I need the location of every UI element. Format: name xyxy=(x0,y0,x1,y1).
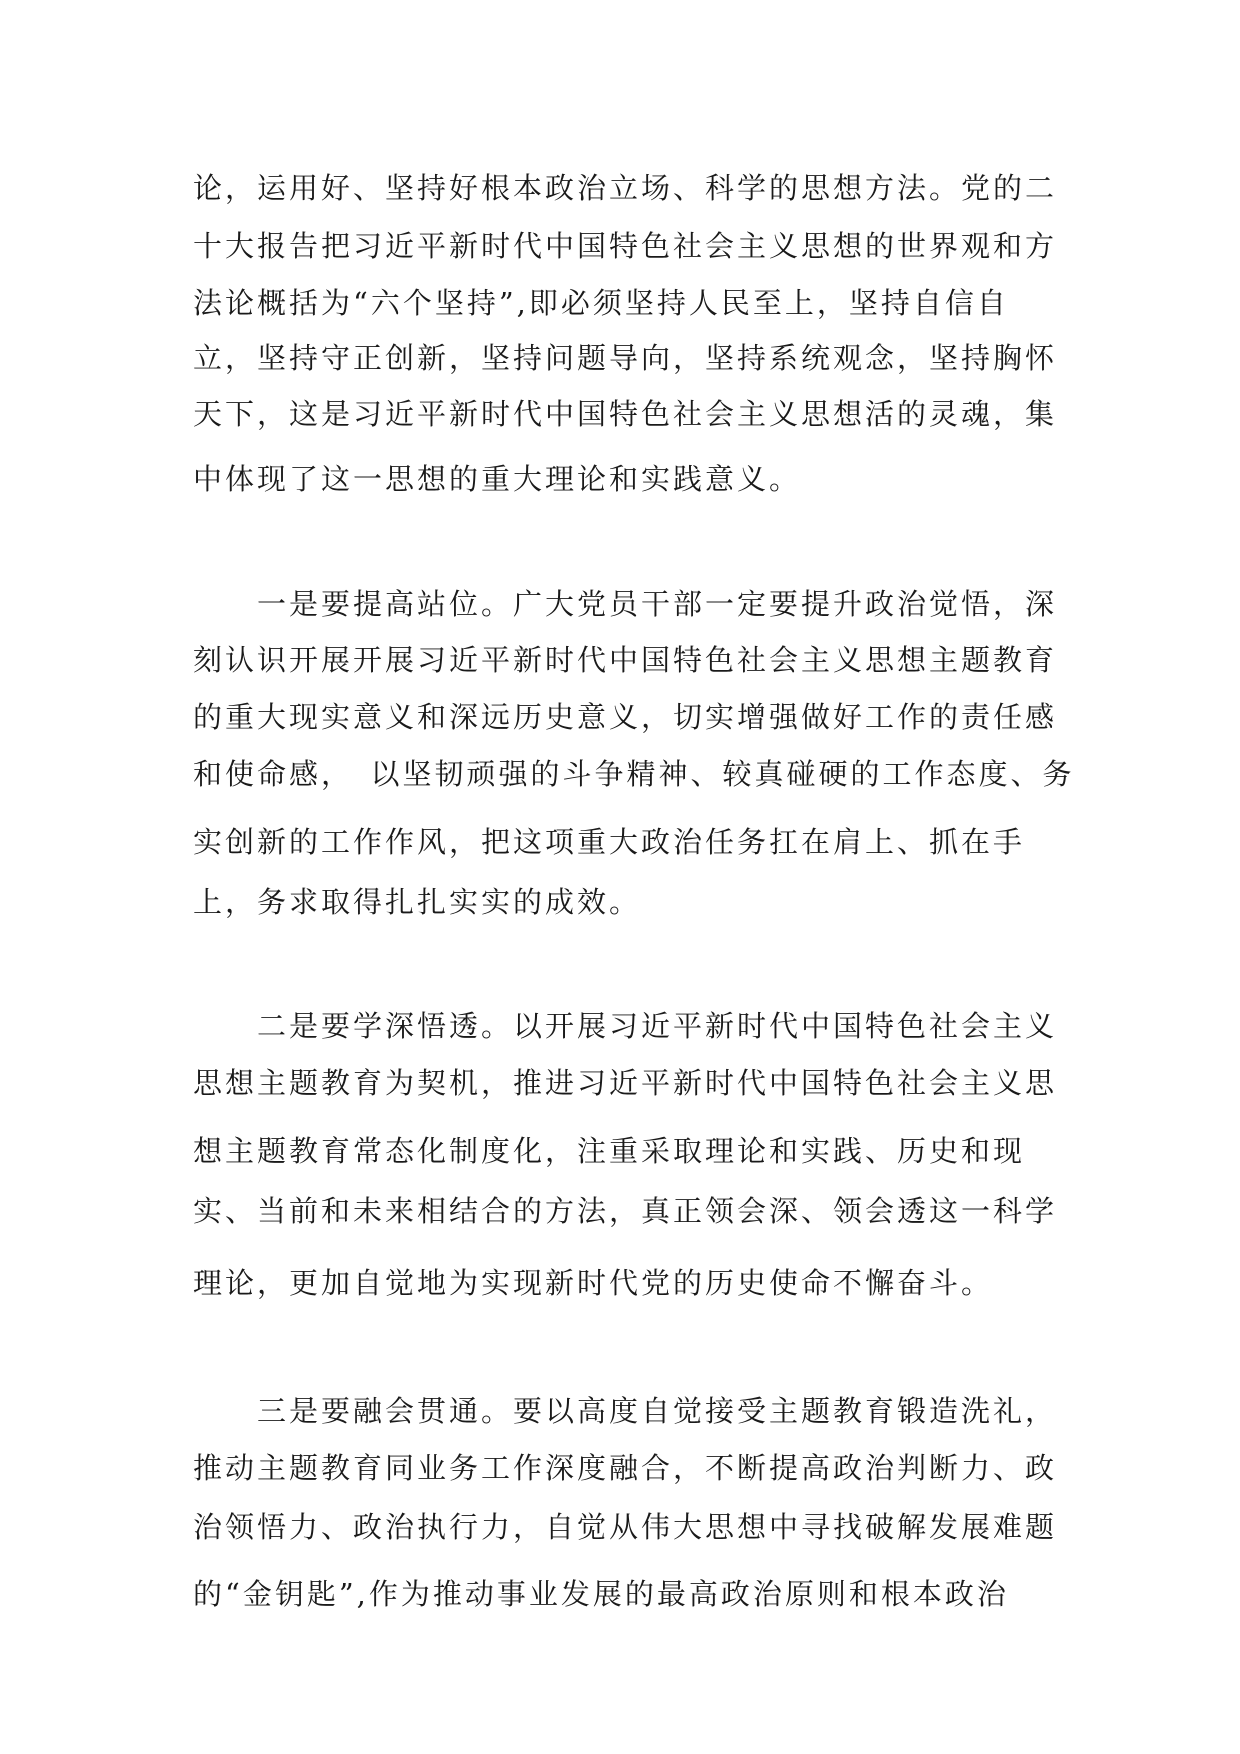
paragraph-3-line-4: 实、当前和未来相结合的方法，真正领会深、领会透这一科学 xyxy=(193,1194,1058,1228)
paragraph-3-line-2: 思想主题教育为契机，推进习近平新时代中国特色社会主义思 xyxy=(193,1066,1058,1100)
paragraph-1-line-2: 十大报告把习近平新时代中国特色社会主义思想的世界观和方 xyxy=(193,229,1058,263)
paragraph-2-line-3: 的重大现实意义和深远历史意义，切实增强做好工作的责任感 xyxy=(193,700,1058,734)
paragraph-1-line-4: 立，坚持守正创新，坚持问题导向，坚持系统观念，坚持胸怀 xyxy=(193,341,1058,375)
paragraph-2-line-6: 上，务求取得扎扎实实的成效。 xyxy=(193,885,642,919)
paragraph-1-line-3: 法论概括为“六个坚持”,即必须坚持人民至上，坚持自信自 xyxy=(193,286,1009,320)
paragraph-2-line-4: 和使命感， 以坚韧顽强的斗争精神、较真碰硬的工作态度、务 xyxy=(193,757,1075,791)
paragraph-2-line-1: 一是要提高站位。广大党员干部一定要提升政治觉悟，深 xyxy=(257,587,1058,621)
paragraph-4-line-4: 的“金钥匙”,作为推动事业发展的最高政治原则和根本政治 xyxy=(193,1577,1009,1611)
paragraph-4-line-3: 治领悟力、政治执行力，自觉从伟大思想中寻找破解发展难题 xyxy=(193,1510,1058,1544)
paragraph-3-line-1: 二是要学深悟透。以开展习近平新时代中国特色社会主义 xyxy=(257,1009,1058,1043)
paragraph-2-line-2: 刻认识开展开展习近平新时代中国特色社会主义思想主题教育 xyxy=(193,643,1058,677)
paragraph-4-line-1: 三是要融会贯通。要以高度自觉接受主题教育锻造洗礼， xyxy=(257,1394,1058,1428)
paragraph-3-line-5: 理论，更加自觉地为实现新时代党的历史使命不懈奋斗。 xyxy=(193,1266,994,1300)
paragraph-1-line-6: 中体现了这一思想的重大理论和实践意义。 xyxy=(193,462,802,496)
paragraph-1-line-5: 天下，这是习近平新时代中国特色社会主义思想活的灵魂，集 xyxy=(193,397,1058,431)
paragraph-4-line-2: 推动主题教育同业务工作深度融合，不断提高政治判断力、政 xyxy=(193,1451,1058,1485)
paragraph-2-line-5: 实创新的工作作风，把这项重大政治任务扛在肩上、抓在手 xyxy=(193,825,1026,859)
paragraph-1-line-1: 论，运用好、坚持好根本政治立场、科学的思想方法。党的二 xyxy=(193,171,1058,205)
paragraph-3-line-3: 想主题教育常态化制度化，注重采取理论和实践、历史和现 xyxy=(193,1134,1026,1168)
